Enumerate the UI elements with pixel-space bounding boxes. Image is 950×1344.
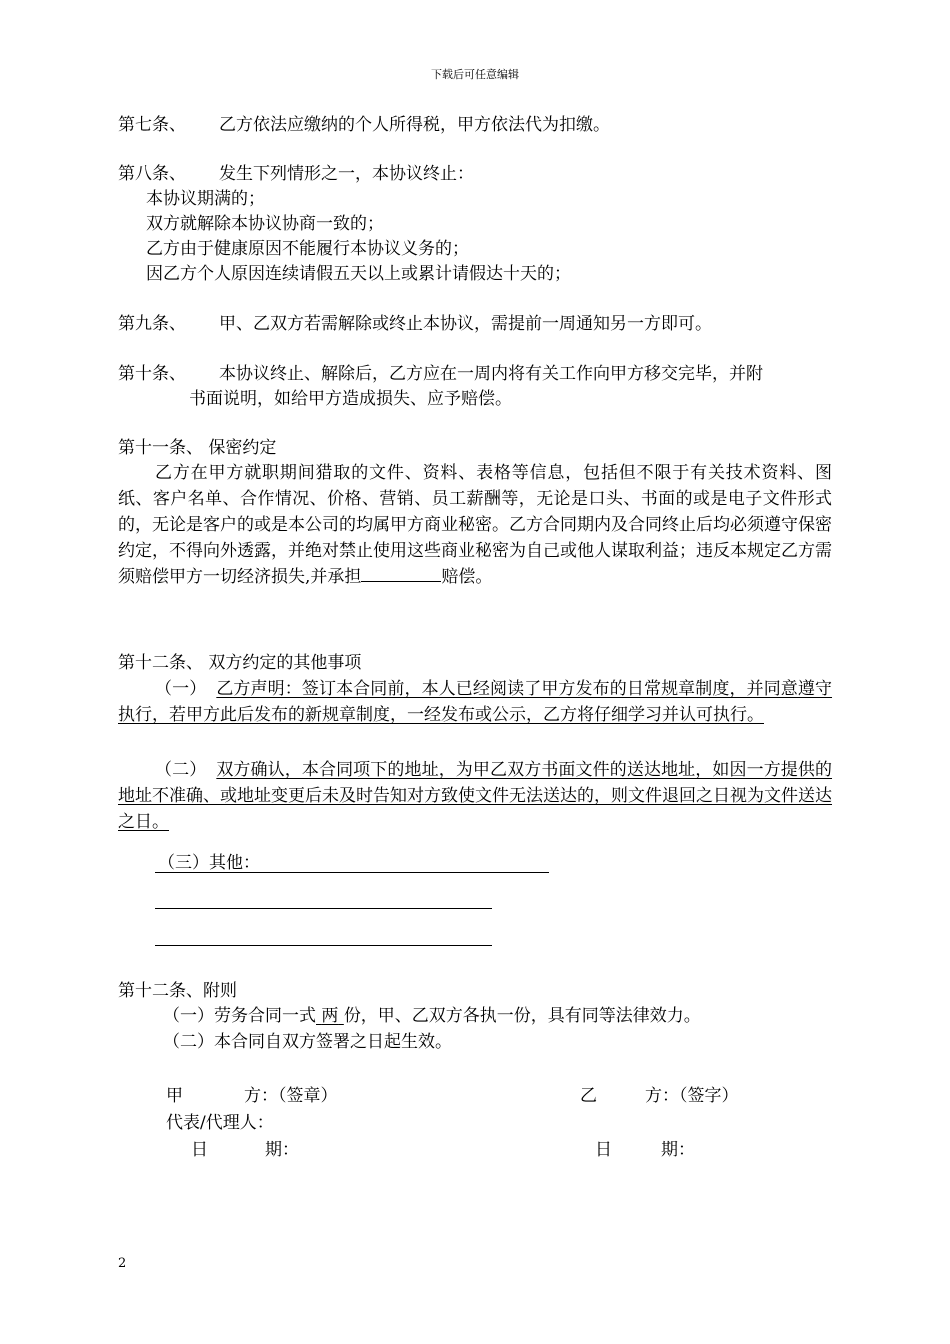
compensation-blank [361,564,441,582]
blank-line [155,945,492,946]
item2-number: （二） [155,760,207,780]
article-8-item: 乙方由于健康原因不能履行本协议义务的； [146,239,469,259]
supplementary-heading: 第十二条、附则 [118,981,237,1001]
article-8-item: 双方就解除本协议协商一致的； [146,214,384,234]
article-12-item2 [118,757,832,835]
article-12-item1 [118,676,832,728]
party-a-sign: 方：（签章） [244,1086,338,1106]
supplementary-item1-a: （一）劳务合同一式 [163,1006,316,1026]
date-label-b1: 日 [595,1140,612,1160]
article-9-text: 甲、乙双方若需解除或终止本协议，需提前一周通知另一方即可。 [219,314,712,334]
article-8-label: 第八条、 [118,164,186,184]
article-10-line1: 本协议终止、解除后，乙方应在一周内将有关工作向甲方移交完毕，并附 [219,364,763,384]
article-8-text: 发生下列情形之一，本协议终止： [219,164,474,184]
supplementary-item2: （二）本合同自双方签署之日起生效。 [163,1032,452,1052]
supplementary-item1 [163,1004,701,1028]
item3-line [155,872,549,873]
article-8-item: 因乙方个人原因连续请假五天以上或累计请假达十天的； [146,264,571,284]
article-11-tail: 赔偿。 [441,567,493,587]
date-label-b2: 期： [661,1140,695,1160]
representative-label: 代表/代理人： [166,1113,274,1133]
page-number: 2 [118,1256,127,1271]
article-11-heading: 第十一条、 保密约定 [118,438,277,458]
supplementary-item1-b: 份，甲、乙双方各执一份，具有同等法律效力。 [343,1006,701,1026]
article-7-text: 乙方依法应缴纳的个人所得税，甲方依法代为扣缴。 [219,115,610,135]
article-11-body-text: 乙方在甲方就职期间猎取的文件、资料、表格等信息，包括但不限于有关技术资料、图纸、客户名单、合作情况、价格、营销、员工薪酬等，无论是口头、书面的或是电子文件形式的，无论是客户的或是本公司的均属甲方商业秘密。乙方合同期内及合同终止后均必须遵守保密约定，不得向外透露，并绝对禁止使用这些商业秘密为自己或他人谋取利益；违反本规定乙方需须赔偿甲方一切经济损失,并承担 [118,463,832,587]
article-10-label: 第十条、 [118,364,186,384]
page-header: 下载后可任意编辑 [431,68,519,81]
party-a-label: 甲 [166,1086,183,1106]
item1-text: 乙方声明：签订本合同前，本人已经阅读了甲方发布的日常规章制度，并同意遵守执行，若甲方此后发布的新规章制度，一经发布或公示，乙方将仔细学习并认可执行。 [118,679,833,725]
article-9-label: 第九条、 [118,314,186,334]
item3-label: （三）其他： [158,853,260,873]
date-label-a1: 日 [191,1140,208,1160]
party-b-sign: 方：（签字） [645,1086,739,1106]
item2-text: 双方确认，本合同项下的地址，为甲乙双方书面文件的送达地址，如因一方提供的地址不准确、或地址变更后未及时告知对方致使文件无法送达的，则文件退回之日视为文件送达之日。 [118,760,833,832]
article-7-label: 第七条、 [118,115,186,135]
item1-number: （一） [155,679,207,699]
copies-count [316,1006,344,1026]
date-label-a2: 期： [265,1140,299,1160]
article-12-heading: 第十二条、 双方约定的其他事项 [118,653,362,673]
party-b-label: 乙 [580,1086,597,1106]
article-10-line2: 书面说明，如给甲方造成损失、应予赔偿。 [189,389,512,409]
article-11-body [118,460,832,590]
copies-value: 两 [321,1006,339,1026]
article-8-item: 本协议期满的； [146,189,265,209]
blank-line [155,908,492,909]
